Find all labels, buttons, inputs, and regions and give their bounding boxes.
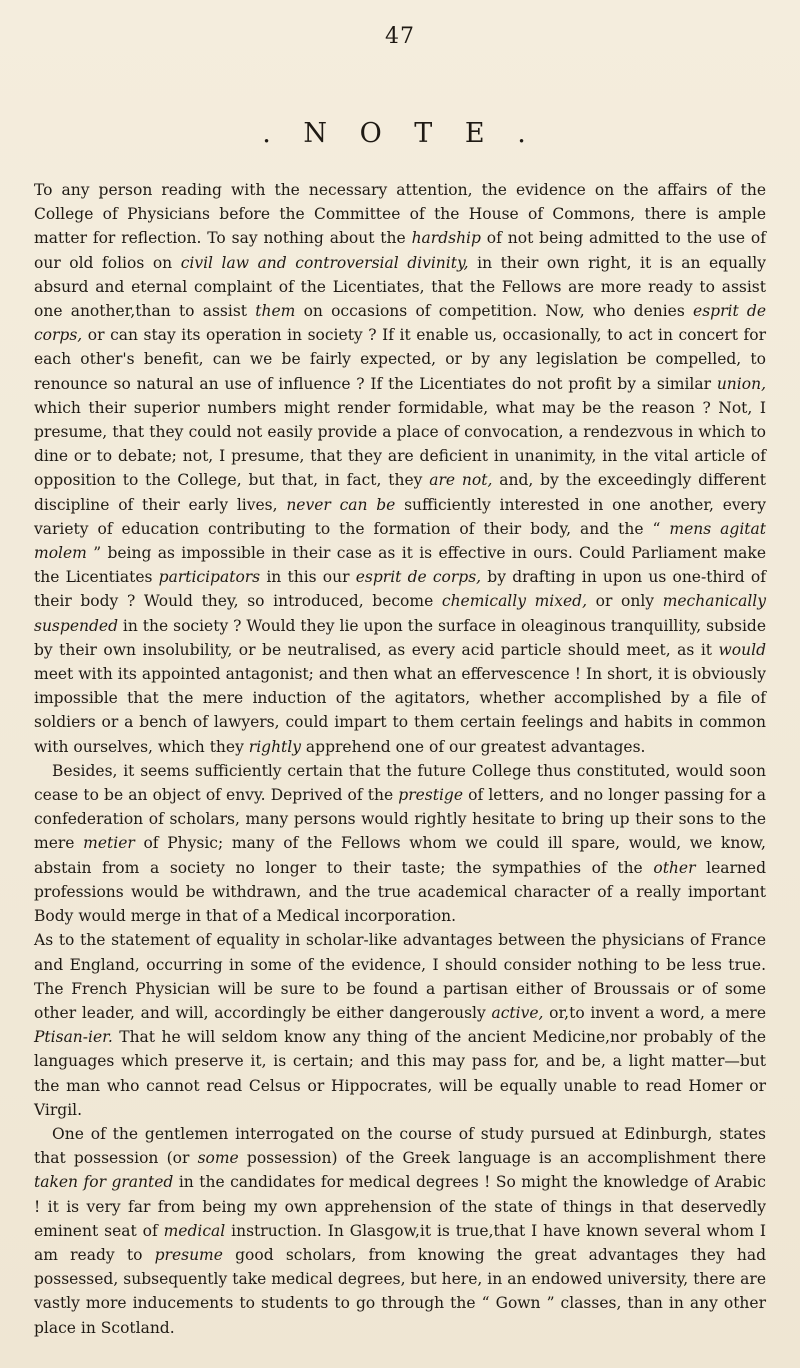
italic-phrase: some (197, 1149, 239, 1168)
italic-phrase: mechanically suspended (34, 592, 766, 635)
italic-phrase: hardship (411, 229, 481, 248)
body-text (34, 178, 766, 1340)
page-title: . N O T E . (262, 118, 538, 149)
italic-phrase: other (653, 858, 696, 877)
text-run: instruction. In Glasgow,it is true,that I have known several whom I am ready to (34, 1221, 766, 1264)
paragraph-3 (34, 928, 766, 1122)
italic-phrase: prestige (398, 786, 464, 805)
text-run: in the candidates for medical degrees ! So might the knowledge of Arabic ! it is very far from being my own apprehension of the state of things in that deservedly eminent seat of (34, 1173, 766, 1240)
italic-phrase: esprit de corps, (355, 568, 482, 587)
italic-phrase: metier (83, 834, 135, 853)
text-run: or,to invent a word, a mere (543, 1003, 766, 1022)
text-run: ” being as impossible in their case as it is effective in ours. Could Parliament make the Licentiates (34, 544, 766, 587)
italic-phrase: them (255, 302, 296, 321)
text-run: good scholars, from knowing the great advantages they had possessed, subsequently take medical degrees, but here, in an endowed university, there are vastly more inducements to students to go through the “ Gown ” classes, than in any other place in Scotland. (34, 1245, 766, 1337)
text-run: which their superior numbers might render formidable, what may be the reason ? Not, I presume, that they could not easily provide a place of convocation, a rendezvous in which to dine or to debate; not, I presume, that they are deficient in unanimity, in the vital article of opposition to the College, but that, in fact, they (34, 398, 766, 490)
text-run: One of the gentlemen interrogated on the course of study pursued at Edinburgh, states that possession (or (34, 1124, 766, 1168)
italic-phrase: civil law and controversial divinity, (180, 253, 469, 272)
paragraph-1 (34, 178, 766, 759)
italic-phrase: union, (716, 374, 766, 393)
italic-phrase: participators (158, 568, 261, 587)
italic-phrase: Ptisan-ier. (34, 1028, 113, 1047)
text-run: possession) of the Greek language is an accomplishment there (238, 1149, 766, 1168)
italic-phrase: chemically mixed, (441, 592, 588, 611)
text-run: in this our (260, 568, 356, 587)
text-run: apprehend one of our greatest advantages. (301, 737, 646, 756)
text-run: sufficiently interested in one another, every variety of education contributing to the formation of their body, and the “ (34, 495, 766, 538)
paragraph-2 (34, 759, 766, 928)
italic-phrase: active, (491, 1003, 544, 1022)
italic-phrase: presume (154, 1245, 223, 1264)
paragraph-4 (34, 1122, 766, 1340)
text-run: To any person reading with the necessary attention, the evidence on the affairs of the College of Physicians before the Committee of the House of Commons, there is ample matter for reflection. To say nothing about the (34, 181, 766, 248)
text-run: learned professions would be withdrawn, and the true academical character of a really important Body would merge in that of a Medical incorporation. (34, 858, 766, 926)
text-run: and, by the exceedingly different discipline of their early lives, (34, 471, 766, 514)
text-run: or only (587, 592, 663, 611)
text-run: of not being admitted to the use of our old folios on (34, 229, 766, 272)
text-run: As to the statement of equality in scholar-like advantages between the physicians of France and England, occurring in some of the evidence, I should consider nothing to be less true. The French Physician will be sure to be found a partisan either of Broussais or of some other leader, and will, accordingly be either dangerously (34, 931, 766, 1022)
italic-phrase: esprit de corps, (34, 302, 767, 345)
text-run: meet with its appointed antagonist; and then what an effervescence ! In short, it is obviously impossible that the mere induction of the agitators, whether accomplished by a file of soldiers or a bench of lawyers, could impart to them certain feelings and habits in common with ourselves, which they (34, 665, 766, 756)
text-run: or can stay its operation in society ? If it enable us, occasionally, to act in concert for each other's benefit, can we be fairly expected, or by any legislation be compelled, to renounce so natural an use of influence ? If the Licentiates do not profit by a similar (34, 326, 766, 393)
text-run: on occasions of competition. Now, who denies (295, 302, 694, 321)
italic-phrase: mens agitat molem (34, 519, 766, 563)
italic-phrase: medical (163, 1221, 226, 1240)
text-run: in the society ? Would they lie upon the surface in oleaginous tranquillity, subside by their own insolubility, or be neutralised, as every acid particle should meet, as it (34, 616, 766, 659)
text-run: of letters, and no longer passing for a confederation of scholars, many persons would rightly hesitate to bring up their sons to the mere (34, 786, 766, 853)
page-number: 47 (385, 24, 415, 49)
text-run: by drafting in upon us one-third of their body ? Would they, so introduced, become (34, 568, 766, 611)
italic-phrase: would (718, 640, 766, 659)
italic-phrase: rightly (248, 737, 301, 756)
text-run: in their own right, it is an equally absurd and eternal complaint of the Licentiates, that the Fellows are more ready to assist one another,than to assist (34, 253, 766, 321)
italic-phrase: taken for granted (34, 1173, 174, 1192)
italic-phrase: are not, (429, 471, 493, 490)
text-run: of Physic; many of the Fellows whom we could ill spare, would, we know, abstain from a society no longer to their taste; the sympathies of the (34, 834, 766, 877)
text-run: Besides, it seems sufficiently certain that the future College thus constituted, would soon cease to be an object of envy. Deprived of the (34, 761, 766, 805)
italic-phrase: never can be (286, 495, 396, 514)
text-run: That he will seldom know any thing of the ancient Medicine,nor probably of the languages which preserve it, is certain; and this may pass for, and be, a light matter—but the man who cannot read Celsus or Hippocrates, will be equally unable to read Homer or Virgil. (34, 1028, 766, 1119)
